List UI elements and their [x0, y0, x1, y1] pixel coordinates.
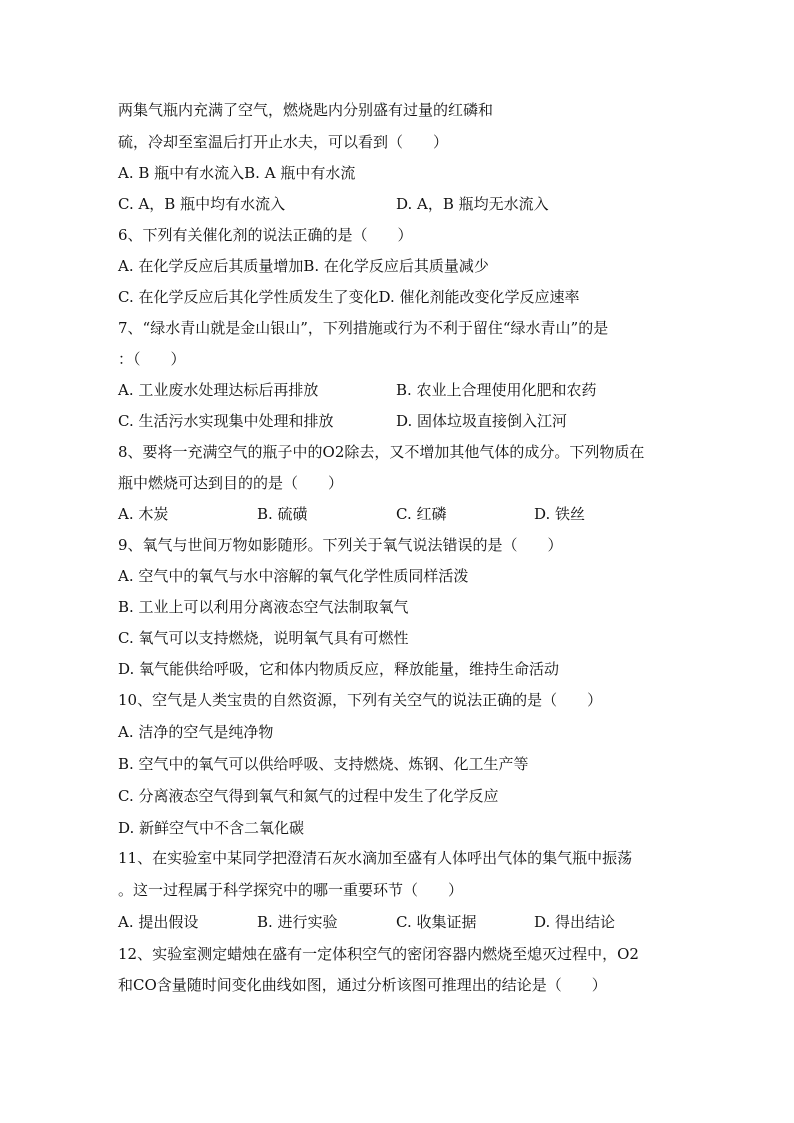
option-line: A. 在化学反应后其质量增加B. 在化学反应后其质量减少 — [118, 257, 489, 275]
option-c: C. 红磷 — [396, 505, 447, 523]
question-8: 8、要将一充满空气的瓶子中的O2除去，又不增加其他气体的成分。下列物质在 — [118, 443, 645, 461]
question-9: 9、氧气与世间万物如影随形。下列关于氧气说法错误的是（ ） — [118, 536, 563, 554]
question-10: 10、空气是人类宝贵的自然资源，下列有关空气的说法正确的是（ ） — [118, 691, 603, 709]
option-line: D. 新鲜空气中不含二氧化碳 — [118, 819, 305, 837]
option-line: C. 在化学反应后其化学性质发生了变化D. 催化剂能改变化学反应速率 — [118, 288, 580, 306]
text-line: 两集气瓶内充满了空气，燃烧匙内分别盛有过量的红磷和 — [118, 101, 494, 119]
option-c: C. A，B 瓶中均有水流入 — [118, 195, 286, 213]
option-line — [118, 912, 616, 932]
option-line — [118, 504, 586, 524]
text-line: 。这一过程属于科学探究中的哪一重要环节（ ） — [118, 881, 464, 899]
question-11: 11、在实验室中某同学把澄清石灰水滴加至盛有人体呼出气体的集气瓶中振荡 — [118, 849, 633, 867]
option-d: D. 铁丝 — [534, 505, 586, 523]
option-d: D. 得出结论 — [534, 913, 616, 931]
option-b: B. 农业上合理使用化肥和农药 — [396, 381, 597, 399]
text-line: 硫，冷却至室温后打开止水夫，可以看到（ ） — [118, 133, 449, 151]
text-line: 瓶中燃烧可达到目的的是（ ） — [118, 474, 344, 492]
option-b: B. 进行实验 — [257, 913, 338, 931]
option-c: C. 生活污水实现集中处理和排放 — [118, 412, 334, 430]
option-a: A. 提出假设 — [118, 913, 199, 931]
option-line: A. B 瓶中有水流入B. A 瓶中有水流 — [118, 164, 356, 182]
option-c: C. 收集证据 — [396, 913, 477, 931]
question-7: 7、“绿水青山就是金山银山”，下列措施或行为不利于留住“绿水青山”的是 — [118, 319, 609, 337]
option-b: B. 硫磺 — [257, 505, 308, 523]
option-d: D. A，B 瓶均无水流入 — [396, 195, 549, 213]
option-line: A. 洁净的空气是纯净物 — [118, 723, 274, 741]
option-a: A. 工业废水处理达标后再排放 — [118, 381, 319, 399]
text-line: 和CO含量随时间变化曲线如图，通过分析该图可推理出的结论是（ ） — [118, 976, 607, 994]
question-6: 6、下列有关催化剂的说法正确的是（ ） — [118, 226, 413, 244]
option-line — [118, 380, 597, 400]
option-d: D. 固体垃圾直接倒入江河 — [396, 412, 568, 430]
option-line: C. 分离液态空气得到氧气和氮气的过程中发生了化学反应 — [118, 787, 499, 805]
question-12: 12、实验室测定蜡烛在盛有一定体积空气的密闭容器内燃烧至熄灭过程中，O2 — [118, 945, 639, 963]
option-line — [118, 411, 568, 431]
option-line: A. 空气中的氧气与水中溶解的氧气化学性质同样活泼 — [118, 567, 469, 585]
option-line: D. 氧气能供给呼吸，它和体内物质反应，释放能量，维持生命活动 — [118, 660, 560, 678]
option-line — [118, 194, 549, 214]
option-line: C. 氧气可以支持燃烧，说明氧气具有可燃性 — [118, 629, 409, 647]
option-line: B. 空气中的氧气可以供给呼吸、支持燃烧、炼钢、化工生产等 — [118, 755, 529, 773]
option-line: B. 工业上可以利用分离液态空气法制取氧气 — [118, 598, 409, 616]
option-a: A. 木炭 — [118, 505, 169, 523]
text-line: ：（ ） — [118, 350, 186, 368]
